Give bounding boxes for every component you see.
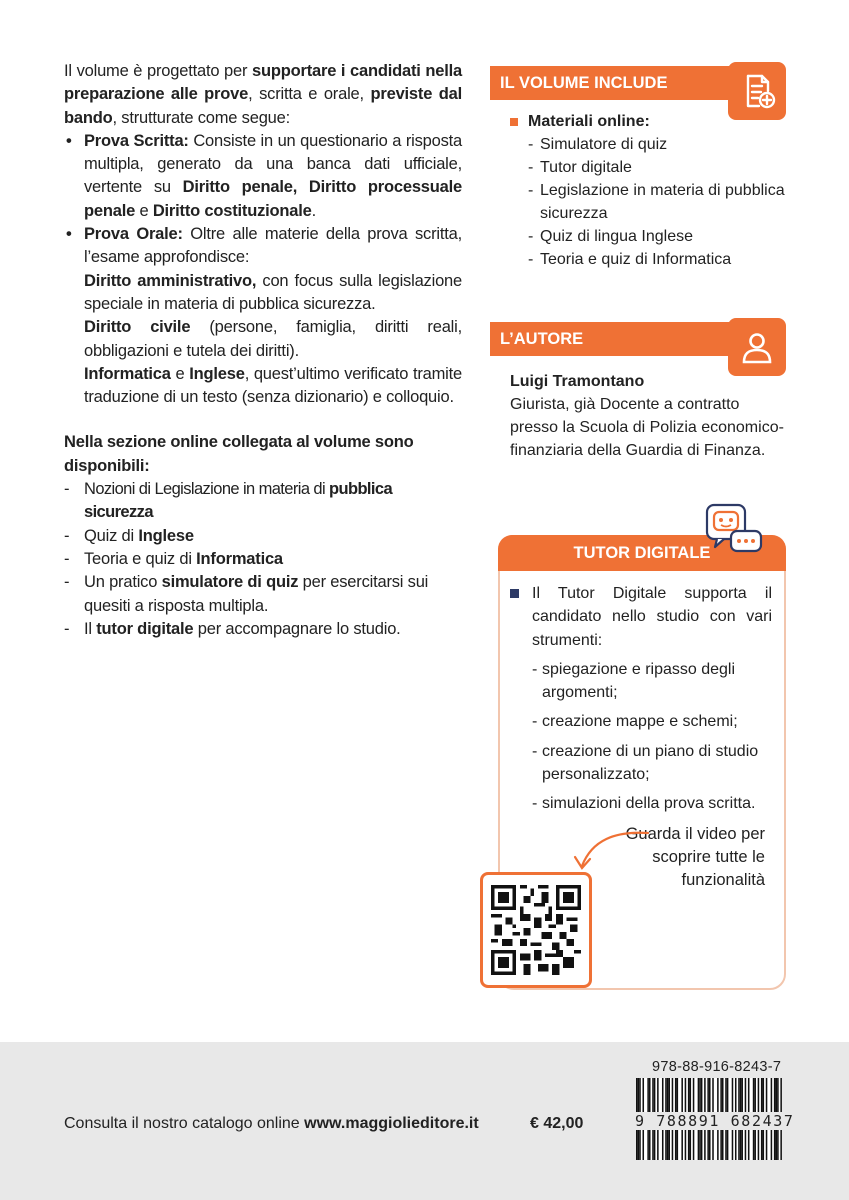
list-item: - Tutor digitale: [508, 156, 788, 179]
list-item: - Il tutor digitale per accompagnare lo studio.: [64, 618, 462, 641]
user-icon: [728, 318, 786, 376]
volume-include-list: [508, 110, 788, 271]
list-item: - simulazioni della prova scritta.: [510, 792, 772, 815]
author-name: Luigi Tramontano: [510, 373, 645, 390]
list-item: - spiegazione e ripasso degli argomenti;: [510, 658, 772, 705]
list-item: - Legislazione in materia di pubblica sicurezza: [508, 179, 788, 225]
list-item: - Quiz di Inglese: [64, 525, 462, 548]
volume-include-title: IL VOLUME INCLUDE: [500, 73, 668, 92]
tutor-body: [510, 582, 772, 816]
tutor-lead: Il Tutor Digitale supporta il candidato nello studio con vari strumenti:: [510, 582, 772, 652]
orale-amministrativo: Diritto amministrativo, con focus sulla legislazione speciale in materia di pubblica sicurezza.: [84, 271, 462, 313]
author-info: [510, 370, 790, 462]
author-bio: Giurista, già Docente a contratto presso la Scuola di Polizia economico-finanziaria della Guardia di Finanza.: [510, 396, 784, 459]
main-text: [64, 60, 462, 641]
tutor-title: TUTOR DIGITALE: [573, 543, 711, 562]
robot-chat-icon: [705, 503, 765, 555]
orale-civile: Diritto civile (persone, famiglia, diritti reali, obbligazioni e tutela dei diritti).: [84, 318, 462, 360]
list-item: - creazione di un piano di studio personalizzato;: [510, 740, 772, 787]
catalog-link[interactable]: www.maggiolieditore.it: [304, 1115, 479, 1132]
online-list: [64, 478, 462, 641]
list-item: - Teoria e quiz di Informatica: [64, 548, 462, 571]
materiali-online-title: Materiali online:: [508, 110, 788, 133]
prova-scritta-item: • Prova Scritta: Consiste in un questionario a risposta multipla, generato da una banca dati ufficiale, vertente su Diritto penale, Diritto processuale penale e Diritto costituzionale.: [64, 130, 462, 223]
autore-header: [490, 322, 740, 356]
autore-title: L’AUTORE: [500, 329, 584, 348]
price: € 42,00: [530, 1115, 584, 1132]
isbn: 978-88-916-8243-7: [652, 1059, 782, 1075]
barcode-number: 9 788891 682437: [635, 1112, 795, 1130]
catalog-text: Consulta il nostro catalogo online www.maggiolieditore.it: [64, 1115, 479, 1132]
arrow-icon: [570, 828, 652, 876]
list-item: - Simulatore di quiz: [508, 133, 788, 156]
list-item: - creazione mappe e schemi;: [510, 710, 772, 733]
prova-orale-item: • Prova Orale: Oltre alle materie della prova scritta, l’esame approfondisce: Diritto amministrativo, con focus sulla legislazione speciale in materia di pubblica sicurezza. Diritto civile (persone, famiglia, diritti reali, obbligazioni e tutela dei diritti). Informatica e Inglese, quest’ultimo verificato tramite traduzione di un testo (senza dizionario) e colloquio.: [64, 223, 462, 409]
volume-include-header: [490, 66, 740, 100]
intro-paragraph: Il volume è progettato per supportare i candidati nella preparazione alle prove, scritta e orale, previste dal bando, strutturate come segue:: [64, 62, 463, 127]
orale-informatica-inglese: Informatica e Inglese, quest’ultimo verificato tramite traduzione di un testo (senza dizionario) e colloquio.: [84, 364, 462, 407]
qr-code[interactable]: [480, 872, 592, 988]
list-item: - Teoria e quiz di Informatica: [508, 248, 788, 271]
list-item: - Nozioni di Legislazione in materia di pubblica sicurezza: [64, 478, 462, 525]
video-note: Guarda il video per scoprire tutte le funzionalità: [625, 825, 765, 889]
list-item: - Un pratico simulatore di quiz per esercitarsi sui quesiti a risposta multipla.: [64, 571, 462, 618]
list-item: - Quiz di lingua Inglese: [508, 225, 788, 248]
online-heading: Nella sezione online collegata al volume sono disponibili:: [64, 433, 414, 475]
